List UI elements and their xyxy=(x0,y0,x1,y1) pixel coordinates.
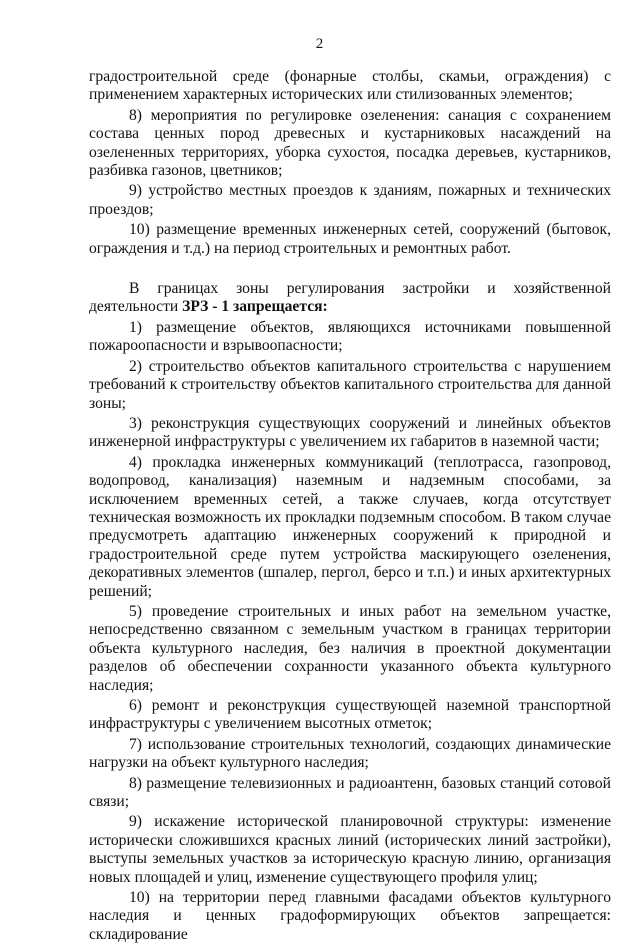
zone-heading-bold: ЗРЗ - 1 запрещается: xyxy=(182,298,328,316)
allowed-item-8: 8) мероприятия по регулировке озеленения: санация с сохранением состава ценных пород древесных и кустарниковых насаждений на озелененных территориях, уборка сухостоя, посадка деревьев, кустарников, разбивка газонов, цветников; xyxy=(89,106,611,180)
document-body xyxy=(89,68,611,946)
allowed-item-10: 10) размещение временных инженерных сетей, сооружений (бытовок, ограждения и т.д.) на период строительных и ремонтных работ. xyxy=(89,221,611,257)
prohibited-item-8: 8) размещение телевизионных и радиоантенн, базовых станций сотовой связи; xyxy=(89,774,611,811)
prohibited-item-2: 2) строительство объектов капитального строительства с нарушением требований к строительству объектов капитального строительства для данной зоны; xyxy=(89,357,611,412)
prohibited-item-1: 1) размещение объектов, являющихся источниками повышенной пожароопасности и взрывоопасности; xyxy=(89,318,611,355)
section-spacer xyxy=(89,260,611,280)
prohibited-item-7: 7) использование строительных технологий, создающих динамические нагрузки на объект культурного наследия; xyxy=(89,735,611,772)
page-number: 2 xyxy=(315,36,324,52)
prohibited-item-10: 10) на территории перед главными фасадами объектов культурного наследия и ценных градоформирующих объектов запрещается: складирование xyxy=(89,889,611,943)
allowed-item-9: 9) устройство местных проездов к зданиям, пожарных и технических проездов; xyxy=(89,182,611,218)
prohibited-item-9: 9) искажение исторической планировочной структуры: изменение исторически сложившихся красных линий (исторических линий застройки), выступы земельных участков за историческую красную линию, организация новых площадей и улиц, изменение существующего профиля улиц; xyxy=(89,813,611,886)
prohibited-item-4: 4) прокладка инженерных коммуникаций (теплотрасса, газопровод, водопровод, канализация) наземным и надземным способами, за исключением временных сетей, а также случаев, когда отсутствует техническая возможность их прокладки подземным способом. В таком случае предусмотреть адаптацию инженерных сооружений к природной и градостроительной среде путем устройства маскирующего озеленения, декоративных элементов (шпалер, пергол, берсо и т.п.) и иных архитектурных решений; xyxy=(89,453,611,600)
intro-continuation: градостроительной среде (фонарные столбы, скамьи, ограждения) с применением характерных исторических или стилизованных элементов; xyxy=(89,68,611,104)
prohibited-item-6: 6) ремонт и реконструкция существующей наземной транспортной инфраструктуры с увеличением высотных отметок; xyxy=(89,697,611,733)
prohibited-item-3: 3) реконструкция существующих сооружений и линейных объектов инженерной инфраструктуры с увеличением их габаритов в наземной части; xyxy=(89,414,611,451)
zone-heading xyxy=(89,280,611,317)
zone-heading-text: В границах зоны регулирования застройки и хозяйственной деятельности xyxy=(89,280,611,316)
prohibited-item-5: 5) проведение строительных и иных работ на земельном участке, непосредственно связанном с земельным участком в границах территории объекта культурного наследия, без наличия в проектной документации разделов об обеспечении сохранности указанного объекта культурного наследия; xyxy=(89,602,611,694)
